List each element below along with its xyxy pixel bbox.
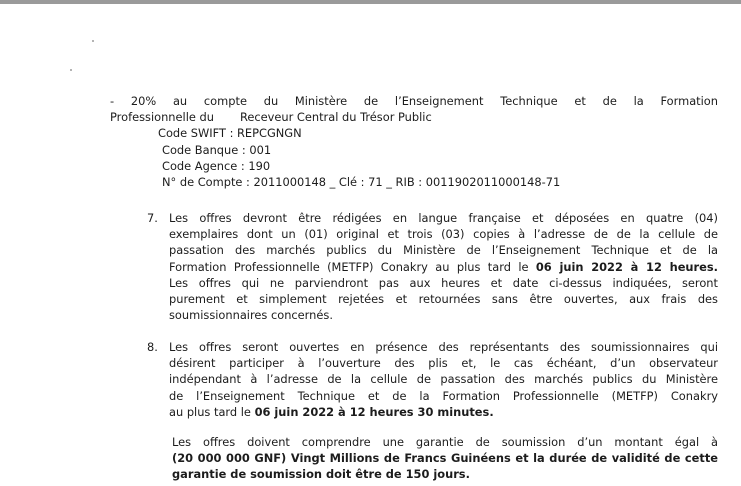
guarantee-line-3: garantie de soumission doit être de 150 jours. bbox=[172, 467, 470, 482]
intro-line-2b: Receveur Central du Trésor Public bbox=[239, 110, 432, 125]
guarantee-paragraph bbox=[172, 434, 718, 483]
item-7-line-4a: Formation Professionnelle (METFP) Conakry au plus tard le bbox=[169, 259, 536, 274]
item-8-line-5a: au plus tard le bbox=[169, 404, 255, 419]
numero-compte: N° de Compte : 2011000148 _ Clé : 71 _ RIB : 0011902011000148-71 bbox=[162, 174, 561, 189]
item-7-line-2: exemplaires dont un (01) original et trois (03) copies à l’adresse de de la cellule de bbox=[169, 227, 718, 242]
item-7-line-3: passation des marchés publics du Ministère de l’Enseignement Technique et de la bbox=[169, 243, 718, 258]
item-8-paragraph bbox=[169, 339, 718, 420]
item-8-line-4: de l’Enseignement Technique et de la Formation Professionnelle (METFP) Conakry bbox=[169, 388, 718, 403]
item-8-line-5 bbox=[169, 404, 718, 420]
item-7-paragraph bbox=[169, 210, 718, 323]
guarantee-line-2: (20 000 000 GNF) Vingt Millions de Francs Guinéens et la durée de validité de cette bbox=[172, 451, 718, 466]
intro-line-2a: Professionnelle du bbox=[110, 110, 214, 125]
top-edge-rule bbox=[0, 0, 741, 4]
item-7-deadline: 06 juin 2022 à 12 heures. bbox=[535, 259, 718, 274]
code-banque: Code Banque : 001 bbox=[162, 142, 272, 157]
item-7-line-6: purement et simplement rejetées et retournées sans être ouvertes, aux frais des bbox=[169, 291, 718, 306]
intro-line-1: - 20% au compte du Ministère de l’Enseignement Technique et de la Formation bbox=[110, 94, 718, 108]
code-agence: Code Agence : 190 bbox=[162, 158, 271, 173]
item-8-deadline: 06 juin 2022 à 12 heures 30 minutes. bbox=[254, 404, 494, 419]
scan-speck bbox=[92, 40, 94, 42]
item-7-line-1: Les offres devront être rédigées en langue française et déposées en quatre (04) bbox=[169, 211, 718, 225]
item-8-line-2: désirent participer à l’ouverture des plis et, le cas échéant, d’un observateur bbox=[169, 356, 718, 371]
item-8-line-3: indépendant à l’adresse de la cellule de passation des marchés publics du Ministère bbox=[169, 372, 718, 387]
scan-speck bbox=[70, 69, 72, 71]
bank-details-block bbox=[110, 93, 718, 190]
item-8-line-1: Les offres seront ouvertes en présence des représentants des soumissionnaires qui bbox=[169, 340, 718, 354]
item-7-line-7: soumissionnaires concernés. bbox=[169, 308, 333, 323]
intro-line-2 bbox=[110, 109, 718, 125]
guarantee-line-1: Les offres doivent comprendre une garantie de soumission d’un montant égal à bbox=[172, 435, 718, 449]
code-swift: Code SWIFT : REPCGNGN bbox=[158, 126, 302, 141]
item-7-number: 7. bbox=[147, 211, 158, 225]
item-8-number: 8. bbox=[147, 340, 158, 354]
item-7-line-4 bbox=[169, 259, 718, 275]
item-7-line-5: Les offres qui ne parviendront pas aux heures et date ci-dessus indiquées, seront bbox=[169, 275, 718, 290]
